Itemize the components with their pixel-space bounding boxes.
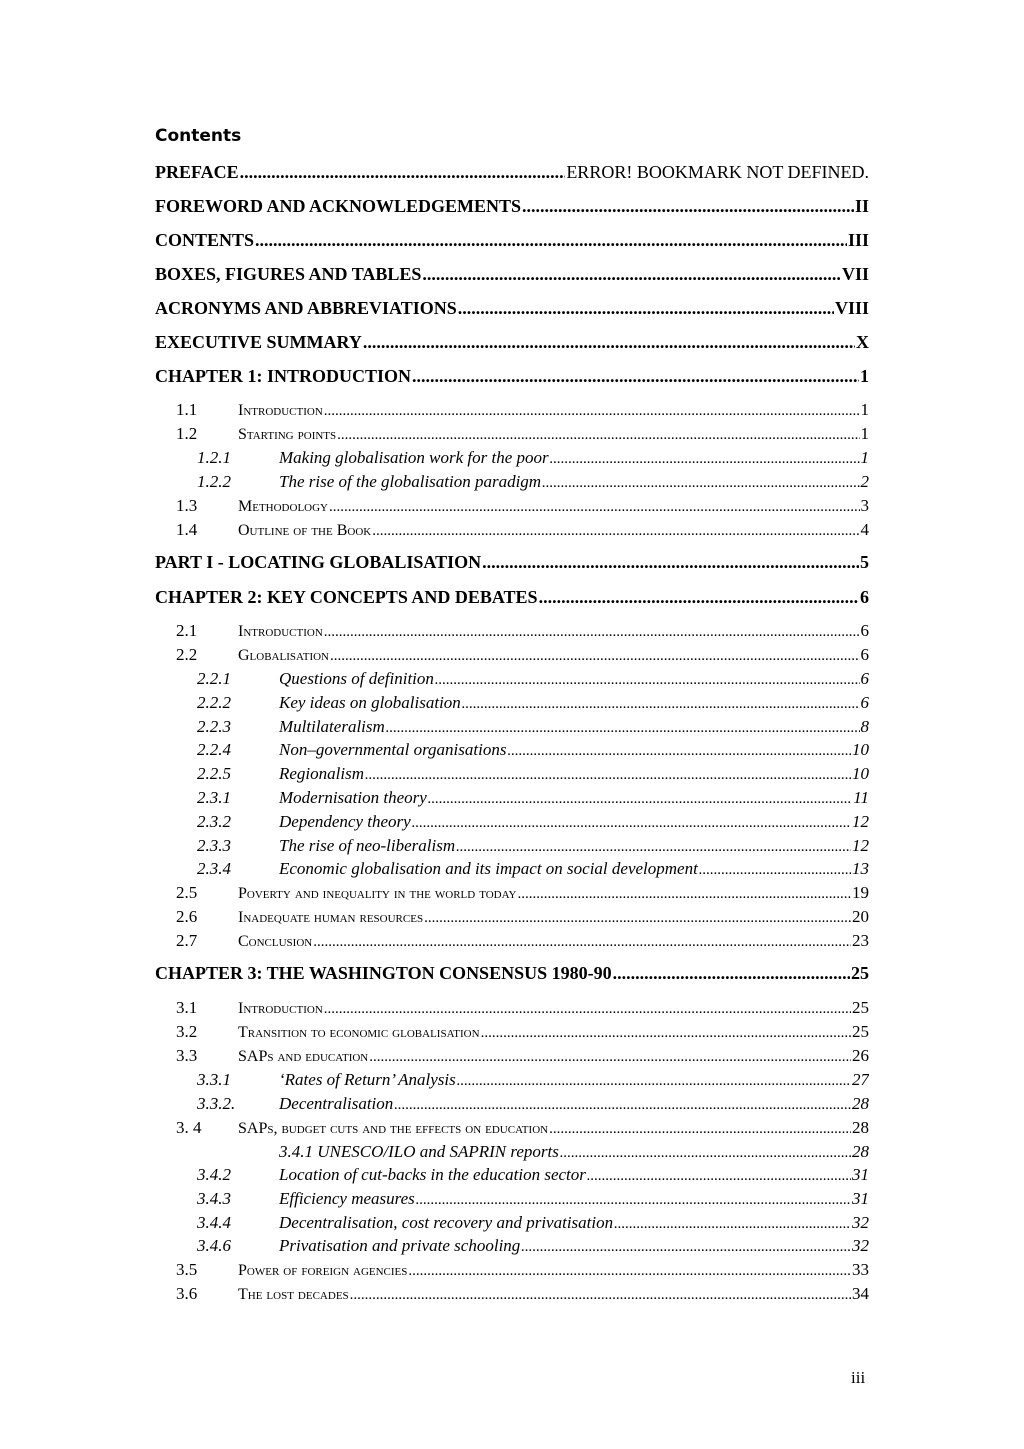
toc-entry-title: EXECUTIVE SUMMARY	[155, 332, 362, 352]
toc-subsection-entry[interactable]	[197, 1068, 869, 1092]
toc-dot-leader	[408, 1259, 851, 1282]
toc-dot-leader	[412, 811, 851, 834]
toc-dot-leader	[350, 1283, 851, 1306]
toc-entry-title: Introduction	[238, 623, 323, 640]
toc-entry-page: 25	[852, 1022, 869, 1041]
toc-entry-page: X	[856, 332, 869, 352]
toc-dot-leader	[542, 471, 859, 494]
toc-dot-leader	[324, 620, 860, 643]
toc-section-entry[interactable]	[176, 1282, 869, 1306]
toc-entry-title: ACRONYMS AND ABBREVIATIONS	[155, 298, 457, 318]
toc-entry-page: 26	[852, 1046, 869, 1065]
toc-entry-number: 2.3.1	[197, 788, 231, 807]
toc-dot-leader	[539, 585, 859, 609]
toc-entry-number: 2.2.2	[197, 693, 231, 712]
toc-subsection-entry[interactable]	[197, 857, 869, 881]
toc-dot-leader	[313, 930, 851, 953]
toc-entry-page: 8	[860, 717, 869, 736]
toc-entry-page: 1	[860, 366, 869, 386]
toc-entry-page: 25	[852, 998, 869, 1017]
toc-entry-page: III	[847, 230, 869, 250]
toc-entry-title: SAPs and education	[238, 1048, 369, 1065]
toc-entry-page: 28	[852, 1094, 869, 1113]
toc-dot-leader	[365, 763, 851, 786]
toc-dot-leader	[457, 1069, 851, 1092]
toc-entry-title: Efficiency measures	[279, 1189, 415, 1208]
toc-entry-title: Introduction	[238, 402, 323, 419]
toc-dot-leader	[240, 160, 566, 184]
toc-entry-number: 1.3	[176, 496, 198, 515]
toc-dot-leader	[369, 1045, 851, 1068]
toc-section-entry[interactable]	[176, 619, 869, 643]
toc-entry-page: 11	[853, 788, 869, 807]
toc-entry-number: 2.5	[176, 883, 198, 902]
toc-subsection-entry[interactable]	[197, 834, 869, 858]
toc-dot-leader	[482, 550, 859, 574]
toc-entry-page: 19	[852, 883, 869, 902]
toc-entry-title: Poverty and inequality in the world today	[238, 885, 517, 902]
toc-dot-leader	[517, 882, 851, 905]
toc-entry-number: 2.2.5	[197, 764, 231, 783]
toc-heading: Contents	[155, 126, 242, 146]
toc-dot-leader	[550, 447, 860, 470]
toc-entry-title: Conclusion	[238, 933, 313, 950]
toc-dot-leader	[255, 228, 847, 252]
toc-entry-number: 3.3	[176, 1046, 198, 1065]
toc-entry-title: Questions of definition	[279, 669, 434, 688]
toc-dot-leader	[456, 835, 851, 858]
toc-section-entry[interactable]	[176, 1116, 869, 1140]
toc-entry-number: 1.2.1	[197, 448, 231, 467]
toc-entry-number: 2.3.3	[197, 836, 231, 855]
toc-entry-page: II	[854, 196, 869, 216]
toc-entry-number: 3.4.2	[197, 1165, 231, 1184]
toc-chapter-entry[interactable]	[155, 160, 869, 184]
toc-entry-title: Decentralisation	[279, 1094, 394, 1113]
toc-section-entry[interactable]	[176, 1258, 869, 1282]
toc-entry-page: 23	[852, 931, 869, 950]
toc-entry-title: PREFACE	[155, 162, 239, 182]
toc-subsection-entry[interactable]	[197, 1187, 869, 1211]
toc-entry-title: FOREWORD AND ACKNOWLEDGEMENTS	[155, 196, 522, 216]
toc-chapter-entry[interactable]	[155, 194, 869, 218]
toc-entry-title: CHAPTER 3: THE WASHINGTON CONSENSUS 1980-90	[155, 963, 612, 983]
toc-subsection-entry[interactable]	[197, 810, 869, 834]
toc-entry-page: 20	[852, 907, 869, 926]
toc-entry-number: 3.4.6	[197, 1236, 231, 1255]
toc-subsection-entry[interactable]	[197, 691, 869, 715]
toc-entry-page: VII	[841, 264, 869, 284]
toc-dot-leader	[386, 716, 860, 739]
toc-entry-title: The rise of the globalisation paradigm	[279, 472, 542, 491]
toc-entry-page: 28	[852, 1118, 869, 1137]
toc-chapter-entry[interactable]	[155, 550, 869, 574]
toc-entry-number: 3.2	[176, 1022, 198, 1041]
toc-entry-title: Inadequate human resources	[238, 909, 424, 926]
toc-entry-title: CONTENTS	[155, 230, 255, 250]
toc-entry-title: SAPs, budget cuts and the effects on education	[238, 1120, 549, 1137]
toc-entry-title: The rise of neo-liberalism	[279, 836, 456, 855]
toc-entry-page: 1	[860, 400, 869, 419]
toc-section-entry[interactable]	[176, 518, 869, 542]
toc-subsection-entry[interactable]	[197, 1163, 869, 1187]
toc-dot-leader	[613, 961, 850, 985]
toc-dot-leader	[329, 495, 860, 518]
toc-dot-leader	[481, 1021, 851, 1044]
toc-entry-page: 27	[852, 1070, 869, 1089]
toc-dot-leader	[424, 906, 851, 929]
toc-entry-number: 2.1	[176, 621, 198, 640]
toc-entry-title: PART I - LOCATING GLOBALISATION	[155, 552, 482, 572]
toc-dot-leader	[412, 364, 859, 388]
toc-entry-number: 2.3.2	[197, 812, 231, 831]
toc-entry-number: 2.6	[176, 907, 198, 926]
toc-section-entry[interactable]	[176, 1044, 869, 1068]
toc-section-entry[interactable]	[176, 929, 869, 953]
toc-subsection-entry[interactable]	[197, 786, 869, 810]
toc-entry-title: Key ideas on globalisation	[279, 693, 461, 712]
toc-dot-leader	[422, 262, 841, 286]
toc-entry-title: Globalisation	[238, 647, 329, 664]
toc-entry-title: Modernisation theory	[279, 788, 427, 807]
page-number: iii	[851, 1368, 866, 1387]
toc-entry-number: 2.2.1	[197, 669, 231, 688]
toc-entry-page: 3	[860, 496, 869, 515]
toc-subsection-entry[interactable]	[197, 1211, 869, 1235]
toc-entry-page: 31	[852, 1165, 869, 1184]
toc-entry-title: CHAPTER 2: KEY CONCEPTS AND DEBATES	[155, 587, 538, 607]
toc-dot-leader	[549, 1117, 851, 1140]
toc-dot-leader	[560, 1141, 851, 1164]
toc-dot-leader	[324, 399, 860, 422]
toc-entry-page: 6	[860, 669, 869, 688]
toc-dot-leader	[522, 194, 854, 218]
toc-entry-number: 2.7	[176, 931, 198, 950]
toc-entry-number: 1.4	[176, 520, 198, 539]
toc-chapter-entry[interactable]	[155, 330, 869, 354]
toc-entry-number: 1.2.2	[197, 472, 231, 491]
toc-entry-page: 34	[852, 1284, 869, 1303]
toc-entry-title: Non–governmental organisations	[279, 740, 507, 759]
toc-entry-title: Location of cut-backs in the education sector	[279, 1165, 586, 1184]
toc-entry-number: 3.3.1	[197, 1070, 231, 1089]
toc-dot-leader	[435, 668, 860, 691]
toc-entry-number: 2.2	[176, 645, 198, 664]
toc-entry-page: 6	[860, 693, 869, 712]
toc-dot-leader	[587, 1164, 851, 1187]
toc-dot-leader	[458, 296, 834, 320]
toc-entry-title: Privatisation and private schooling	[279, 1236, 521, 1255]
toc-entry-title: Regionalism	[279, 764, 364, 783]
toc-entry-page: 6	[860, 621, 869, 640]
toc-dot-leader	[507, 739, 851, 762]
toc-entry-page: 10	[852, 740, 869, 759]
toc-dot-leader	[330, 644, 860, 667]
toc-entry-page: 25	[851, 963, 869, 983]
toc-chapter-entry[interactable]	[155, 262, 869, 286]
toc-entry-page: 28	[852, 1142, 869, 1161]
toc-entry-title: Outline of the Book	[238, 522, 372, 539]
toc-chapter-entry[interactable]	[155, 228, 869, 252]
toc-section-entry[interactable]	[176, 494, 869, 518]
toc-dot-leader	[614, 1212, 851, 1235]
toc-entry-title: Decentralisation, cost recovery and privatisation	[279, 1213, 614, 1232]
toc-entry-number: 3.1	[176, 998, 198, 1017]
toc-entry-number: 3.3.2.	[197, 1094, 236, 1113]
toc-section-entry[interactable]	[176, 398, 869, 422]
toc-entry-page: 2	[860, 472, 869, 491]
toc-entry-page: 5	[860, 552, 869, 572]
toc-entry-title: Starting points	[238, 426, 337, 443]
toc-entry-title: Economic globalisation and its impact on social development	[279, 859, 698, 878]
toc-entry-title: BOXES, FIGURES AND TABLES	[155, 264, 422, 284]
toc-entry-title: Transition to economic globalisation	[238, 1024, 480, 1041]
toc-dot-leader	[394, 1093, 851, 1116]
toc-entry-page: 32	[852, 1213, 869, 1232]
toc-dot-leader	[521, 1235, 851, 1258]
toc-entry-page: 6	[860, 587, 869, 607]
toc-section-entry[interactable]	[176, 422, 869, 446]
toc-subsection-entry[interactable]	[197, 446, 869, 470]
toc-entry-page: 6	[860, 645, 869, 664]
toc-subsection-entry[interactable]	[197, 715, 869, 739]
toc-dot-leader	[324, 997, 851, 1020]
toc-entry-number: 2.2.3	[197, 717, 231, 736]
toc-entry-page: 12	[852, 836, 869, 855]
toc-entry-page: 1	[860, 448, 869, 467]
toc-entry-page: 32	[852, 1236, 869, 1255]
toc-chapter-entry[interactable]	[155, 961, 869, 985]
toc-dot-leader	[337, 423, 859, 446]
toc-chapter-entry[interactable]	[155, 364, 869, 388]
toc-entry-title: Power of foreign agencies	[238, 1262, 408, 1279]
toc-entry-page: 13	[852, 859, 869, 878]
toc-entry-number: 3.6	[176, 1284, 198, 1303]
toc-dot-leader	[428, 787, 852, 810]
toc-entry-number: 1.1	[176, 400, 198, 419]
toc-entry-number: 3. 4	[176, 1118, 202, 1137]
toc-section-entry[interactable]	[176, 881, 869, 905]
toc-subsection-entry[interactable]	[197, 470, 869, 494]
toc-subsection-entry[interactable]	[197, 762, 869, 786]
toc-subsection-entry[interactable]	[197, 738, 869, 762]
toc-dot-leader	[416, 1188, 851, 1211]
toc-entry-page: 31	[852, 1189, 869, 1208]
toc-entry-page: VIII	[834, 298, 869, 318]
toc-entry-title: The lost decades	[238, 1286, 349, 1303]
toc-entry-page: 12	[852, 812, 869, 831]
toc-entry-page: 33	[852, 1260, 869, 1279]
toc-entry-number: 2.3.4	[197, 859, 231, 878]
toc-dot-leader	[699, 858, 851, 881]
toc-dot-leader	[462, 692, 860, 715]
toc-subsection-entry[interactable]	[197, 667, 869, 691]
toc-entry-page: 1	[860, 424, 869, 443]
toc-section-entry[interactable]	[176, 643, 869, 667]
toc-entry-title: CHAPTER 1: INTRODUCTION	[155, 366, 412, 386]
toc-entry-title: 3.4.1 UNESCO/ILO and SAPRIN reports	[279, 1142, 559, 1161]
toc-dot-leader	[372, 519, 859, 542]
toc-subsection-entry[interactable]	[197, 1234, 869, 1258]
toc-dot-leader	[363, 330, 855, 354]
toc-entry-title: Dependency theory	[279, 812, 411, 831]
toc-chapter-entry[interactable]	[155, 296, 869, 320]
toc-entry-title: Methodology	[238, 498, 328, 515]
toc-section-entry[interactable]	[176, 996, 869, 1020]
toc-entry-title: Multilateralism	[279, 717, 385, 736]
toc-subsection-entry[interactable]	[197, 1140, 869, 1164]
toc-entry-number: 1.2	[176, 424, 198, 443]
toc-entry-title: ‘Rates of Return’ Analysis	[279, 1070, 456, 1089]
toc-entry-title: Introduction	[238, 1000, 323, 1017]
toc-entry-page: 4	[860, 520, 869, 539]
toc-section-entry[interactable]	[176, 1020, 869, 1044]
toc-entry-number: 3.4.3	[197, 1189, 231, 1208]
toc-subsection-entry[interactable]	[197, 1092, 869, 1116]
toc-entry-page: 10	[852, 764, 869, 783]
toc-entry-number: 3.4.4	[197, 1213, 231, 1232]
toc-section-entry[interactable]	[176, 905, 869, 929]
toc-entry-page: ERROR! BOOKMARK NOT DEFINED.	[566, 162, 869, 182]
toc-chapter-entry[interactable]	[155, 585, 869, 609]
toc-entry-number: 3.5	[176, 1260, 198, 1279]
toc-entry-title: Making globalisation work for the poor	[279, 448, 549, 467]
toc-entry-number: 2.2.4	[197, 740, 231, 759]
